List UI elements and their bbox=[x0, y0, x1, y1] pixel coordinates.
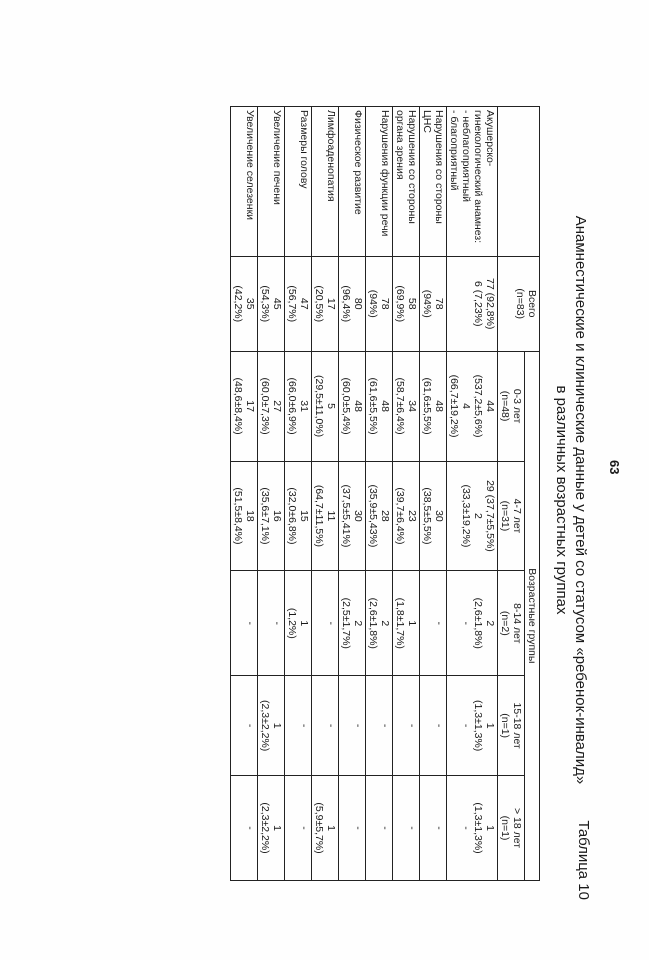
header-age-groups: Возрастные группы bbox=[525, 351, 540, 880]
group-cell: 1 (1,2%) bbox=[285, 571, 312, 676]
table-number: Таблица 10 bbox=[575, 820, 592, 900]
group-cell: - bbox=[231, 676, 258, 776]
group-cell: 48 (61,6±5,5%) bbox=[366, 351, 393, 461]
group-cell: - bbox=[393, 676, 420, 776]
row-label: Акушерско- гинекологический анамнез: - неблагоприятный - благоприятный bbox=[447, 107, 498, 257]
row-label: Увеличение печени bbox=[258, 107, 285, 257]
total-cell: 58 (69,9%) bbox=[393, 256, 420, 351]
group-cell: - bbox=[285, 676, 312, 776]
table-row bbox=[231, 107, 258, 881]
header-group: 0-3 лет (n=48) bbox=[498, 351, 525, 461]
header-group: 4-7 лет (n=31) bbox=[498, 461, 525, 571]
group-cell: 1 (1,8±1,7%) bbox=[393, 571, 420, 676]
header-total: Всего (n=83) bbox=[498, 256, 540, 351]
rotated-content bbox=[100, 100, 640, 900]
group-cell: 28 (35,9±5,43%) bbox=[366, 461, 393, 571]
group-cell: - bbox=[420, 571, 447, 676]
group-cell: - bbox=[231, 776, 258, 881]
group-cell: 17 (48,6±8,4%) bbox=[231, 351, 258, 461]
group-cell: 27 (60,0±7,3%) bbox=[258, 351, 285, 461]
group-cell: - bbox=[312, 571, 339, 676]
group-cell: 1 (1,3±1,3%) - bbox=[447, 776, 498, 881]
table-title bbox=[552, 100, 590, 900]
group-cell: 23 (39,7±6,4%) bbox=[393, 461, 420, 571]
group-cell: - bbox=[366, 676, 393, 776]
row-label: Нарушения со стороны органа зрения bbox=[393, 107, 420, 257]
header-row-1 bbox=[525, 107, 540, 881]
group-cell: 16 (35,6±7,1%) bbox=[258, 461, 285, 571]
table-row bbox=[258, 107, 285, 881]
group-cell: 18 (51,5±8,4%) bbox=[231, 461, 258, 571]
table-row bbox=[366, 107, 393, 881]
header-group: 8-14 лет (n=2) bbox=[498, 571, 525, 676]
title-line-2: в различных возрастных группах bbox=[553, 385, 570, 615]
group-cell: - bbox=[339, 776, 366, 881]
header-group: 15-18 лет (n=1) bbox=[498, 676, 525, 776]
group-cell: 5 (29,5±11,0%) bbox=[312, 351, 339, 461]
group-cell: 30 (37,5±5,41%) bbox=[339, 461, 366, 571]
group-cell: - bbox=[393, 776, 420, 881]
total-cell: 77 (92,8%) 6 (7,23%) bbox=[447, 256, 498, 351]
row-label: Размеры голову bbox=[285, 107, 312, 257]
total-cell: 78 (94%) bbox=[366, 256, 393, 351]
group-cell: 11 (64,7±11,5%) bbox=[312, 461, 339, 571]
table-row bbox=[447, 107, 498, 881]
group-cell: 1 (1,3±1,3%) - bbox=[447, 676, 498, 776]
group-cell: - bbox=[285, 776, 312, 881]
group-cell: 30 (38,5±5,5%) bbox=[420, 461, 447, 571]
group-cell: 2 (2,6±1,8%) bbox=[366, 571, 393, 676]
group-cell: 2 (2,5±1,7%) bbox=[339, 571, 366, 676]
total-cell: 45 (54,3%) bbox=[258, 256, 285, 351]
header-group: > 18 лет (n=1) bbox=[498, 776, 525, 881]
total-cell: 47 (56,7%) bbox=[285, 256, 312, 351]
group-cell: - bbox=[258, 571, 285, 676]
group-cell: - bbox=[231, 571, 258, 676]
table-row bbox=[393, 107, 420, 881]
total-cell: 17 (20,5%) bbox=[312, 256, 339, 351]
group-cell: 34 (58,7±6,4%) bbox=[393, 351, 420, 461]
page-number: 63 bbox=[607, 460, 622, 475]
row-label: Увеличение селезенки bbox=[231, 107, 258, 257]
group-cell: 1 (2,3±2,2%) bbox=[258, 776, 285, 881]
group-cell: 1 (5,9±5,7%) bbox=[312, 776, 339, 881]
group-cell: 31 (66,0±6,9%) bbox=[285, 351, 312, 461]
group-cell: - bbox=[420, 776, 447, 881]
header-empty-cell bbox=[498, 107, 540, 257]
table-row bbox=[285, 107, 312, 881]
row-label: Физическое развитие bbox=[339, 107, 366, 257]
total-cell: 35 (42,2%) bbox=[231, 256, 258, 351]
group-cell: 2 (2,6±1,8%) - bbox=[447, 571, 498, 676]
group-cell: 29 (37,7±5,5%) 2 (33,3±19,2%) bbox=[447, 461, 498, 571]
table-row bbox=[420, 107, 447, 881]
row-label: Лимфоаденопатия bbox=[312, 107, 339, 257]
row-label: Нарушения функции речи bbox=[366, 107, 393, 257]
total-cell: 80 (96,4%) bbox=[339, 256, 366, 351]
row-label: Нарушения со стороны ЦНС bbox=[420, 107, 447, 257]
group-cell: 48 (60,0±5,4%) bbox=[339, 351, 366, 461]
group-cell: - bbox=[420, 676, 447, 776]
table-row bbox=[339, 107, 366, 881]
group-cell: - bbox=[366, 776, 393, 881]
total-cell: 78 (94%) bbox=[420, 256, 447, 351]
table-row bbox=[312, 107, 339, 881]
table-body bbox=[231, 107, 498, 881]
data-table bbox=[230, 106, 540, 881]
title-line-1: Анамнестические и клинические данные у детей со статусом «ребенок-инвалид» bbox=[572, 215, 589, 785]
group-cell: 48 (61,6±5,5%) bbox=[420, 351, 447, 461]
group-cell: 1 (2,3±2,2%) bbox=[258, 676, 285, 776]
group-cell: 15 (32,0±6,8%) bbox=[285, 461, 312, 571]
group-cell: 44 (537,2±5,6%) 4 (66,7±19,2%) bbox=[447, 351, 498, 461]
group-cell: - bbox=[312, 676, 339, 776]
group-cell: - bbox=[339, 676, 366, 776]
